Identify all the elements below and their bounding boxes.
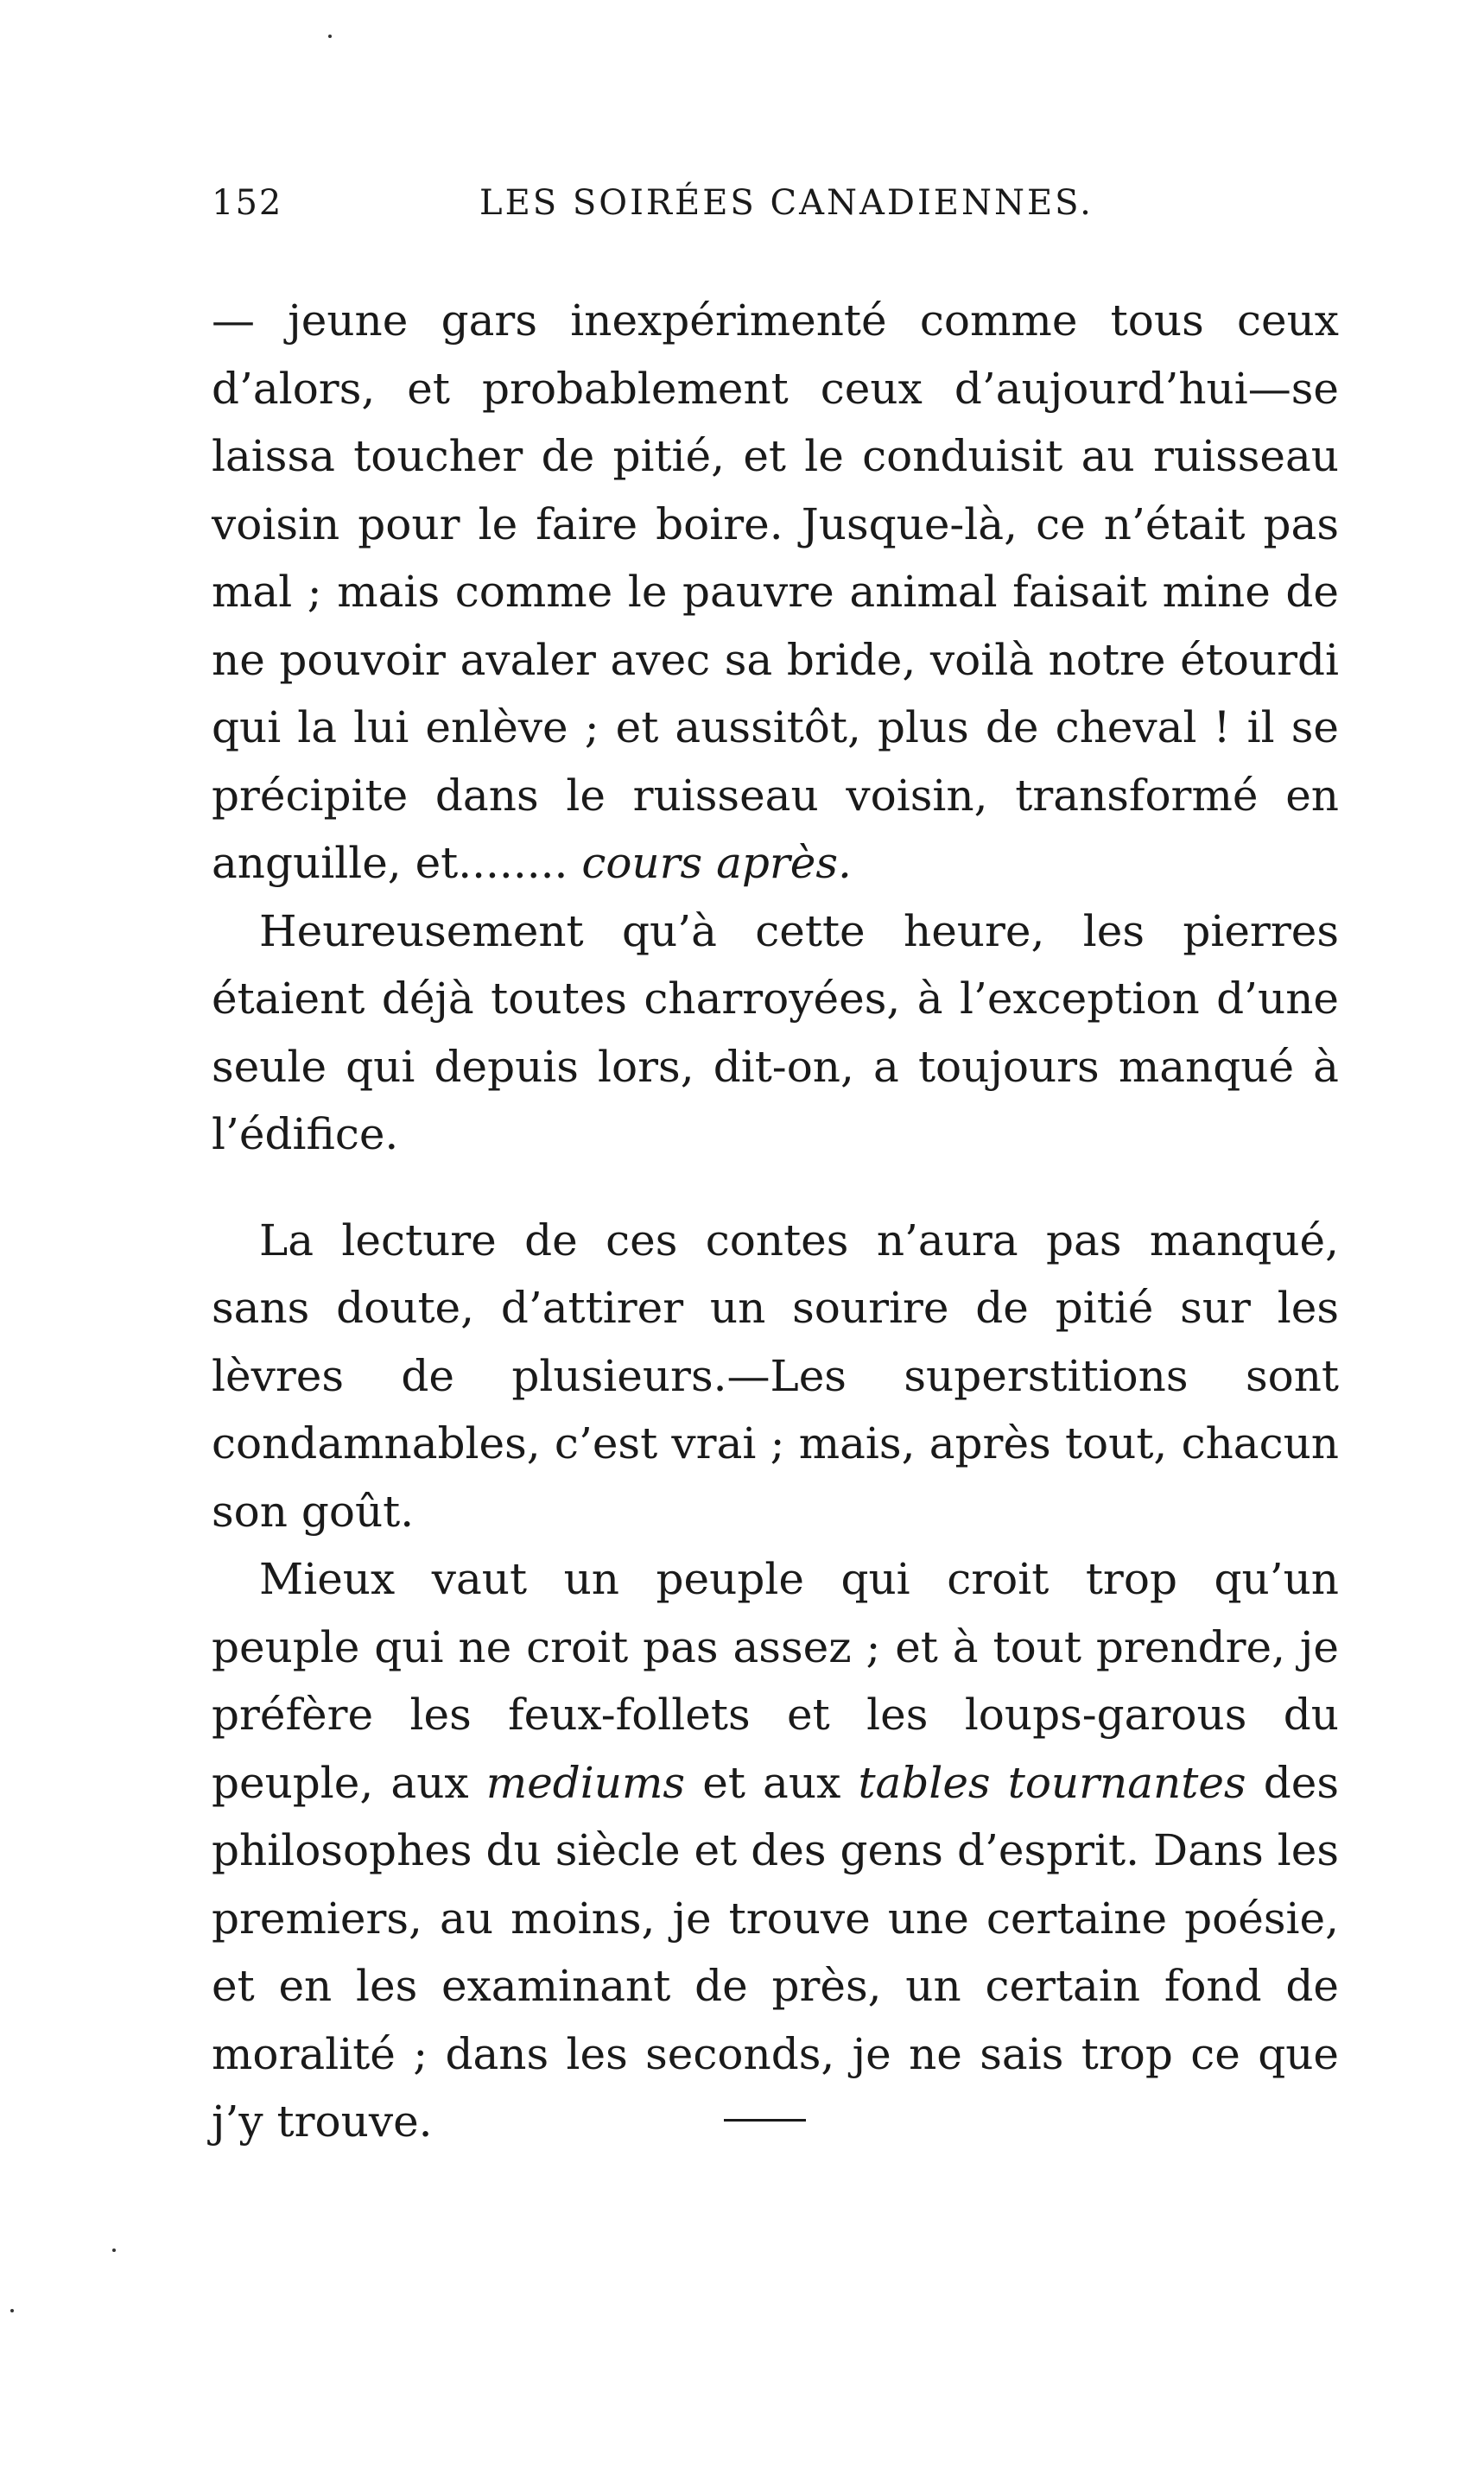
end-rule [724,2119,806,2122]
print-speck [112,2248,116,2252]
paragraph-3 [212,1207,1339,1546]
paragraph-4-italic-mediums: mediums [485,1757,686,1808]
print-speck [10,2309,14,2312]
print-speck [328,35,332,38]
page-number: 152 [212,183,283,223]
paragraph-4-italic-tables: tables tournantes [858,1757,1246,1808]
paragraph-4-text-c: des philosophes du siècle et des gens d’esprit. Dans les premiers, au moins, je trouve une certaine poésie, et en les examinant de près, un certain fond de moralité ; dans les seconds, je ne sais trop ce que j’y trouve. [212,1757,1340,2147]
paragraph-4-text-a: Mieux vaut un peuple qui croit trop qu’un peuple qui ne croit pas assez ; et à tout prendre, je préfère les feux-follets et les loups-garous du peuple, aux [212,1554,1339,1808]
paragraph-2-text: Heureusement qu’à cette heure, les pierres étaient déjà toutes charroyées, à l’exception d’une seule qui depuis lors, dit-on, a toujours manqué à l’édifice. [212,905,1339,1159]
paragraph-3-text: La lecture de ces contes n’aura pas manqué, sans doute, d’attirer un sourire de pitié sur les lèvres de plusieurs.—Les superstitions sont condamnables, c’est vrai ; mais, après tout, chacun son goût. [212,1215,1339,1537]
paragraph-1-text: — jeune gars inexpérimenté comme tous ceux d’alors, et probablement ceux d’aujourd’hui—se laissa toucher de pitié, et le conduisit au ruisseau voisin pour le faire boire. Jusque-là, ce n’était pas mal ; mais comme le pauvre animal faisait mine de ne pouvoir avaler avec sa bride, voilà notre étourdi qui la lui enlève ; et aussitôt, plus de cheval ! il se précipite dans le ruisseau voisin, transformé en anguille, et........ [212,295,1339,888]
body-text [212,287,1339,2156]
paragraph-4-text-b: et aux [702,1757,841,1808]
page-header [212,183,1352,244]
paragraph-1-italic: cours après. [581,838,852,888]
paragraph-4 [212,1545,1339,2156]
running-head: LES SOIRÉES CANADIENNES. [479,183,1094,223]
paragraph-2 [212,897,1339,1169]
paragraph-1 [212,287,1339,897]
